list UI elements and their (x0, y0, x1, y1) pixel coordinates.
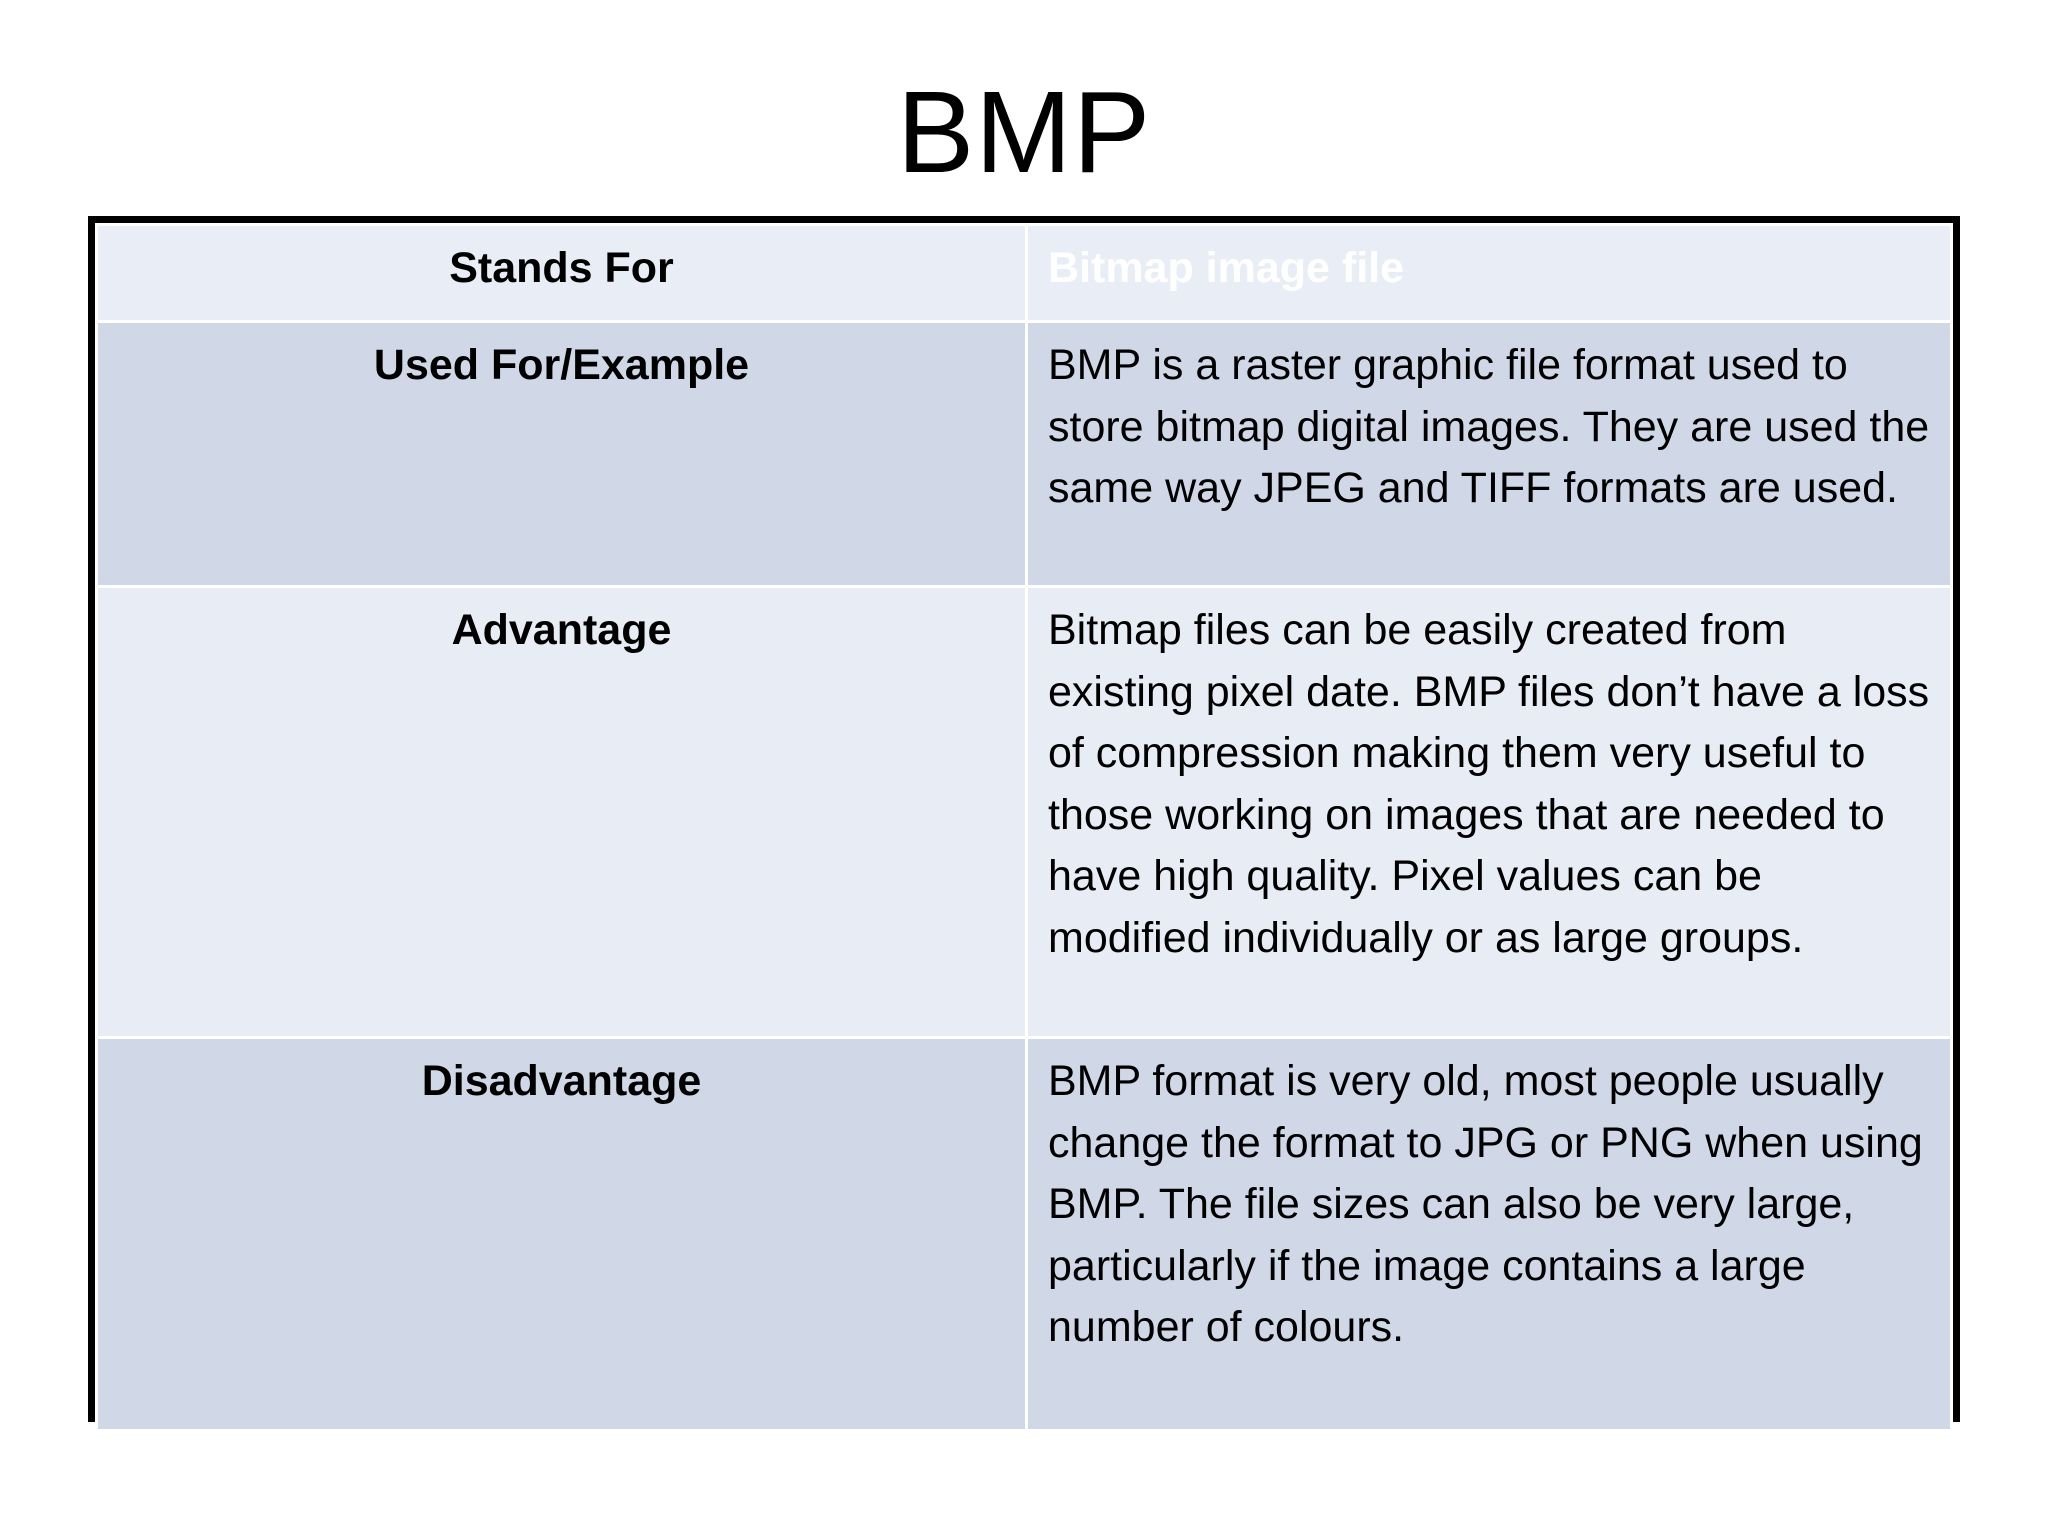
slide-title: BMP (896, 67, 1152, 197)
row-label-disadvantage: Disadvantage (97, 1038, 1027, 1431)
table-row-stands-for (97, 225, 1952, 322)
table-row-disadvantage (97, 1038, 1952, 1431)
row-label-used-for: Used For/Example (97, 322, 1027, 587)
row-label-advantage: Advantage (97, 587, 1027, 1038)
row-value-advantage: Bitmap files can be easily created from existing pixel date. BMP files don’t have a loss of compression making them very useful to those working on images that are needed to have high quality. Pixel values can be modified individually or as large groups. (1027, 587, 1952, 1038)
row-value-used-for: BMP is a raster graphic file format used to store bitmap digital images. They are used the same way JPEG and TIFF formats are used. (1027, 322, 1952, 587)
info-table (95, 223, 1953, 1432)
info-table-frame (88, 216, 1960, 1422)
row-value-disadvantage: BMP format is very old, most people usually change the format to JPG or PNG when using BMP. The file sizes can also be very large, particularly if the image contains a large number of colours. (1027, 1038, 1952, 1431)
table-row-used-for (97, 322, 1952, 587)
row-label-stands-for: Stands For (97, 225, 1027, 322)
table-row-advantage (97, 587, 1952, 1038)
row-value-stands-for: Bitmap image file (1027, 225, 1952, 322)
